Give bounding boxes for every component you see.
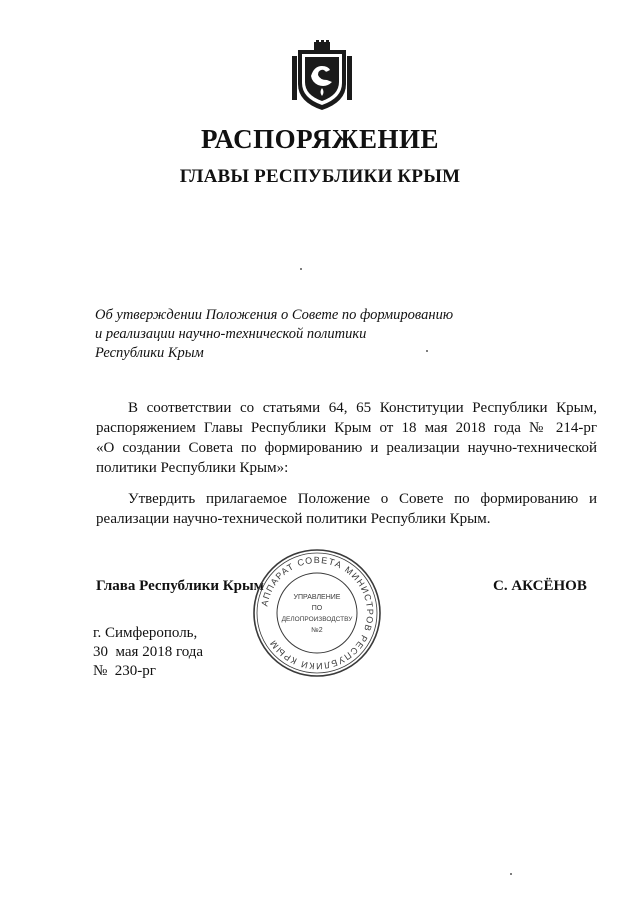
stamp-center-line: ПО bbox=[311, 605, 323, 612]
paragraph-line: Утвердить прилагаемое Положение о Совете по формированию и bbox=[128, 491, 597, 507]
stamp-ring-text: АППАРАТ СОВЕТА МИНИСТРОВ РЕСПУБЛИКИ КРЫМ bbox=[259, 554, 376, 672]
document-subtitle: ГЛАВЫ РЕСПУБЛИКИ КРЫМ bbox=[179, 166, 461, 187]
paragraph-line: распоряжением Главы Республики Крым от 18 мая 2018 года № 214-рг bbox=[96, 420, 597, 436]
signatory-position: Глава Республики Крым bbox=[96, 578, 264, 594]
official-stamp bbox=[250, 546, 384, 680]
document-title: РАСПОРЯЖЕНИЕ bbox=[200, 124, 440, 154]
document-place: г. Симферополь, bbox=[93, 625, 198, 641]
stamp-center-line: ДЕЛОПРОИЗВОДСТВУ bbox=[281, 616, 353, 623]
scan-speck bbox=[510, 873, 512, 875]
decision-paragraph bbox=[96, 489, 597, 529]
subject-line: и реализации научно-технической политики bbox=[95, 326, 367, 342]
subject-line: Об утверждении Положения о Совете по формированию bbox=[95, 307, 454, 323]
preamble-paragraph bbox=[96, 398, 597, 478]
document-subject bbox=[95, 306, 453, 363]
paragraph-line: «О создании Совета по формированию и реализации научно-технической bbox=[96, 440, 597, 456]
stamp-center-line: УПРАВЛЕНИЕ bbox=[293, 594, 341, 601]
document-requisites bbox=[93, 624, 203, 681]
scan-speck bbox=[300, 268, 302, 270]
document-date: 30 мая 2018 года bbox=[93, 644, 204, 660]
stamp-center-line: №2 bbox=[311, 627, 323, 634]
signatory-name: С. АКСЁНОВ bbox=[493, 578, 587, 594]
paragraph-line: В соответствии со статьями 64, 65 Конституции Республики Крым, bbox=[128, 400, 597, 416]
scan-speck bbox=[426, 350, 428, 352]
paragraph-line: реализации научно-технической политики Республики Крым. bbox=[96, 511, 491, 527]
coat-of-arms-icon bbox=[292, 40, 352, 112]
subject-line: Республики Крым bbox=[95, 345, 204, 361]
paragraph-line: политики Республики Крым»: bbox=[96, 460, 289, 476]
document-number: № 230-рг bbox=[93, 663, 156, 679]
